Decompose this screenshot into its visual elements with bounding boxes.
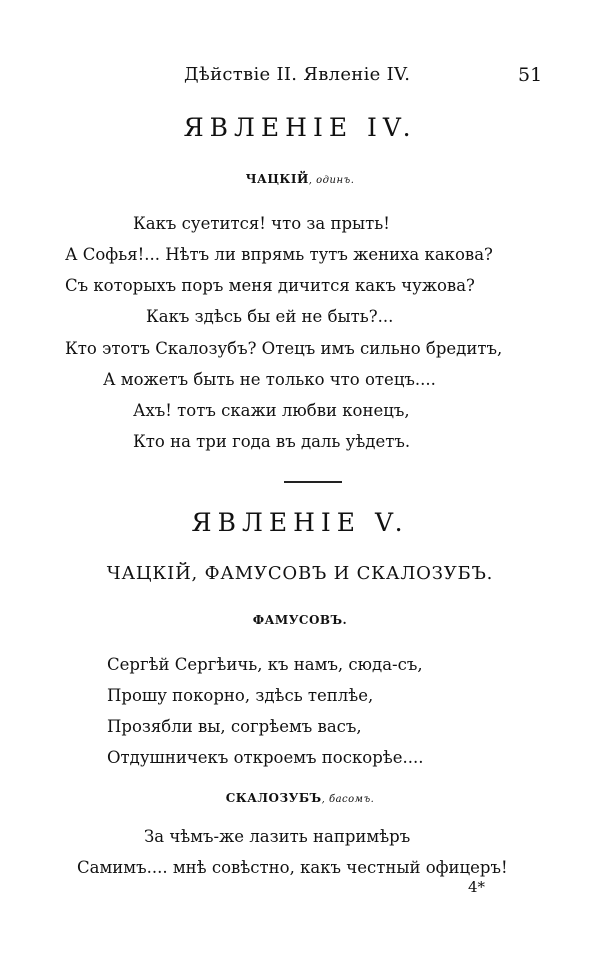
signature-mark: 4* — [468, 878, 486, 896]
verse-line: Самимъ.... мнѣ совѣстно, какъ честный офицеръ! — [77, 858, 508, 877]
scene-4-speaker — [0, 172, 600, 186]
verse-line: Кто на три года въ даль уѣдетъ. — [133, 432, 411, 451]
scene-4-title: ЯВЛЕНIЕ IV. — [183, 113, 417, 142]
verse-line: Какъ здѣсь бы ей не быть?... — [146, 307, 394, 326]
scene-5-speaker-famusov: ФАМУСОВЪ. — [252, 613, 348, 627]
running-title: Дѣйствiе II. Явленiе IV. — [184, 64, 411, 85]
verse-line: Отдушничекъ откроемъ поскорѣе.... — [107, 748, 424, 767]
verse-line: Прошу покорно, здѣсь теплѣе, — [107, 686, 374, 705]
speaker-note: , одинъ. — [308, 175, 355, 186]
verse-line: Ахъ! тотъ скажи любви конецъ, — [133, 401, 410, 420]
section-divider — [284, 481, 342, 483]
speaker-note: , басомъ. — [321, 794, 375, 805]
verse-line: Сергѣй Сергѣичь, къ намъ, сюда-съ, — [107, 655, 423, 674]
verse-line: За чѣмъ-же лазить напримѣръ — [144, 827, 411, 846]
verse-line: Прозябли вы, согрѣемъ васъ, — [107, 717, 362, 736]
verse-line: Кто этотъ Скалозубъ? Отецъ имъ сильно бредитъ, — [65, 339, 503, 358]
speaker-name: СКАЛОЗУБЪ — [225, 791, 322, 805]
page-number: 51 — [518, 64, 543, 86]
verse-line: А Софья!... Нѣтъ ли впрямь тутъ жениха какова? — [65, 245, 493, 264]
scene-5-speaker-skalozub — [0, 791, 600, 805]
verse-line: Какъ суетится! что за прыть! — [133, 214, 390, 233]
scene-5-title: ЯВЛЕНIЕ V. — [191, 508, 409, 537]
speaker-name: ЧАЦКIЙ — [245, 172, 309, 186]
scene-5-characters: ЧАЦКIЙ, ФАМУСОВЪ И СКАЛОЗУБЪ. — [106, 563, 494, 584]
verse-line: Съ которыхъ поръ меня дичится какъ чужова? — [65, 276, 475, 295]
verse-line: А можетъ быть не только что отецъ.... — [103, 370, 436, 389]
